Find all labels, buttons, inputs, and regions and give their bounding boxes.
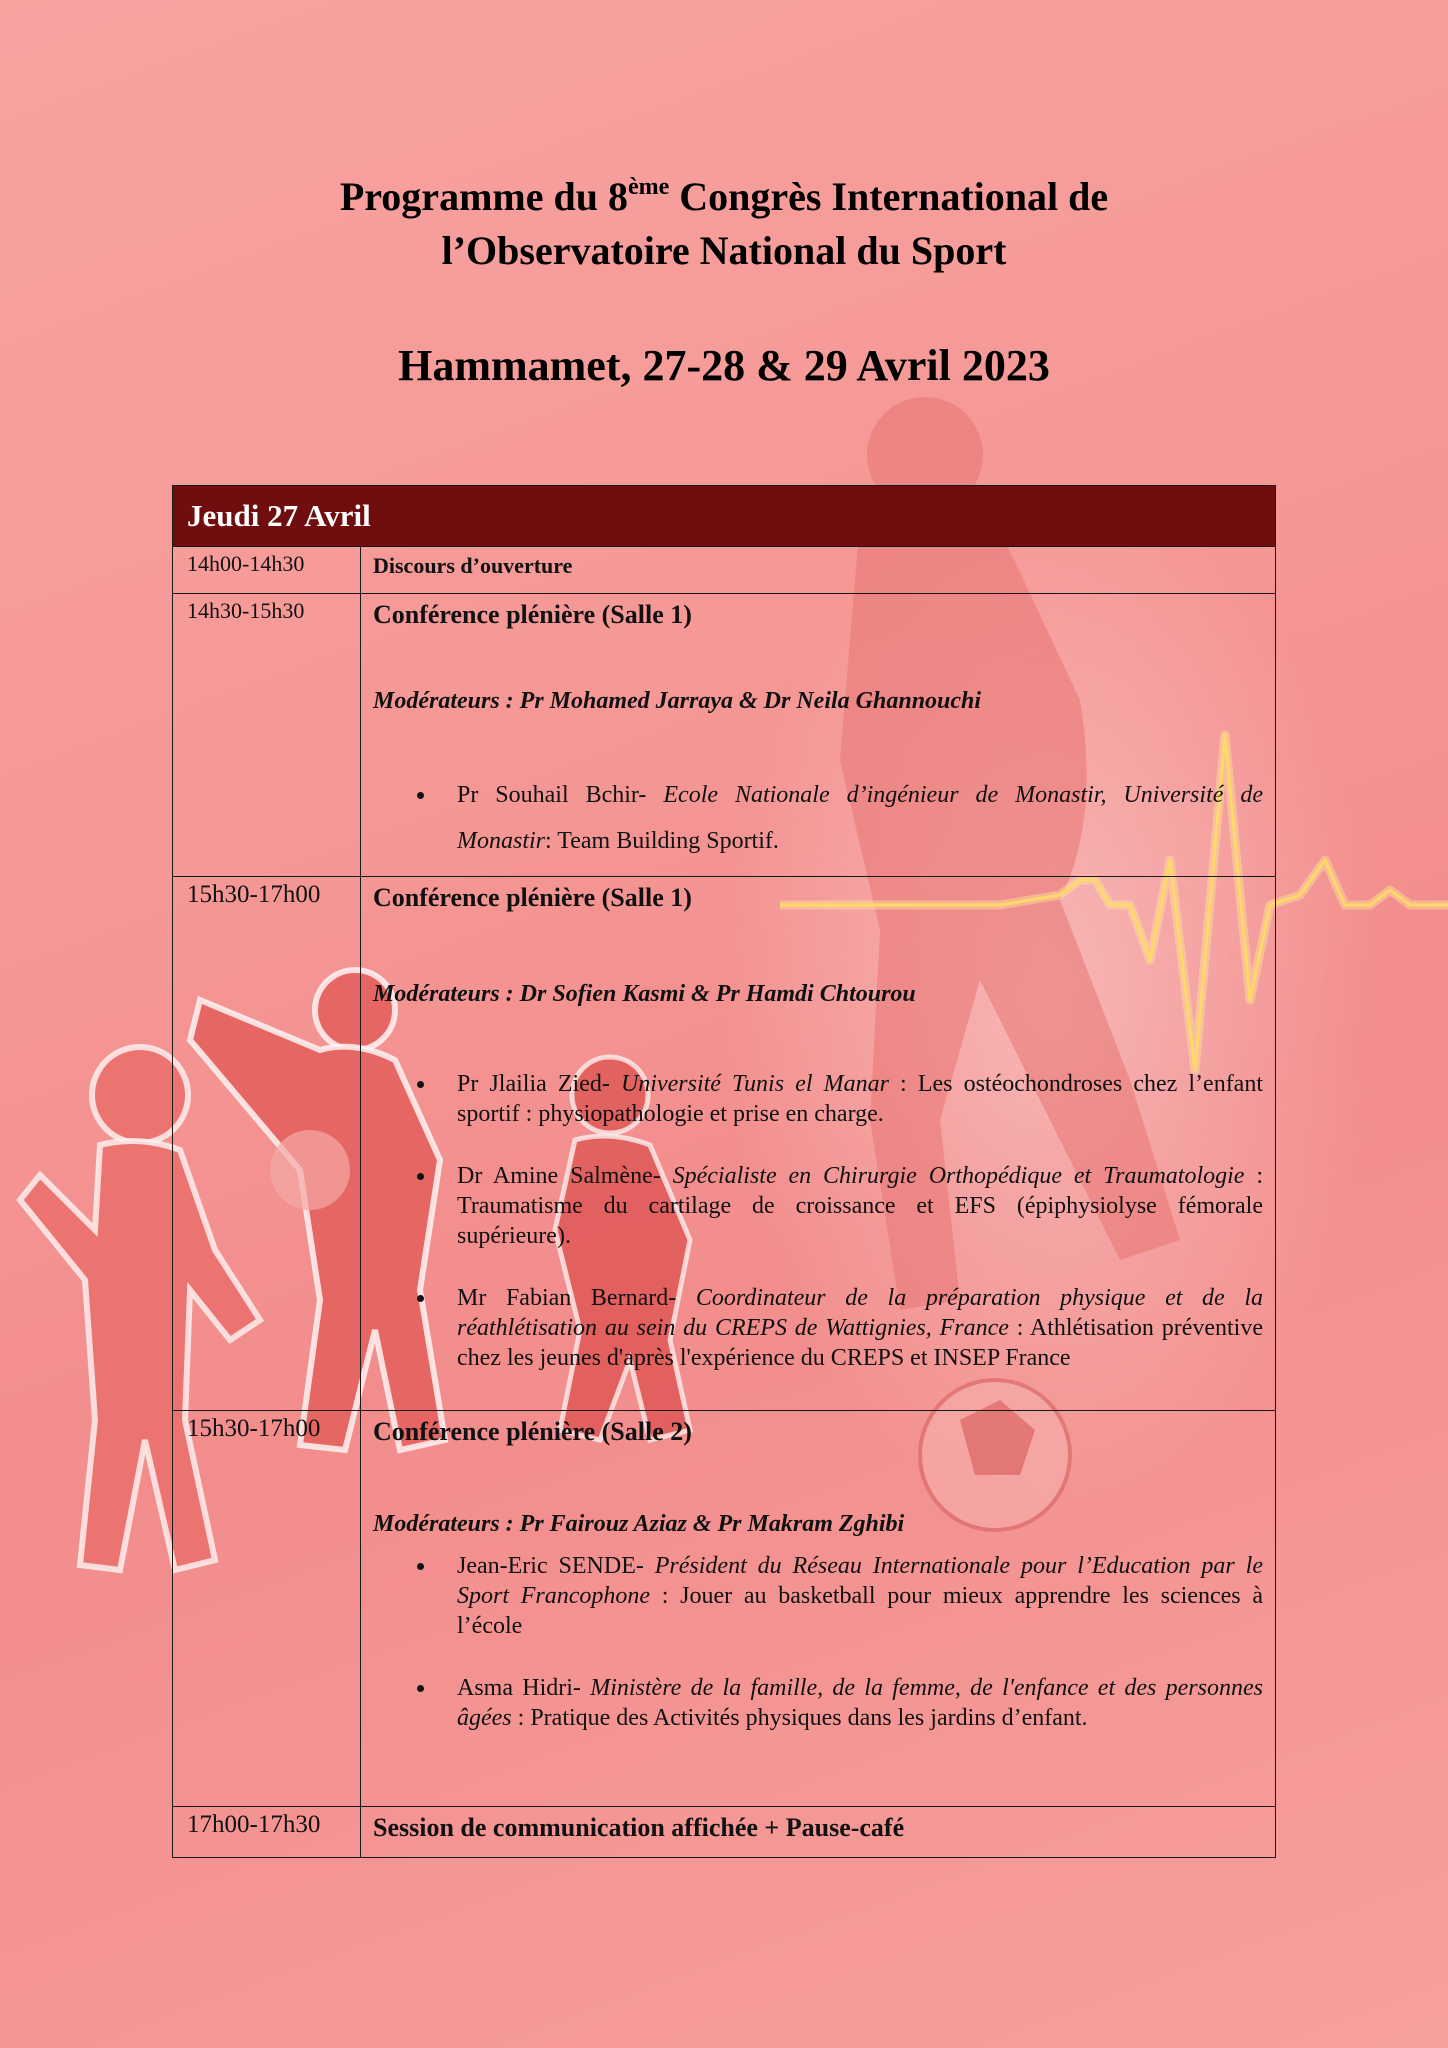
moderators: Modérateurs : Pr Mohamed Jarraya & Dr Neila Ghannouchi — [373, 688, 982, 714]
session-cell — [361, 1807, 1276, 1858]
time-cell: 15h30-17h00 — [173, 877, 361, 1411]
page-title — [0, 170, 1448, 224]
speaker-name: Mr Fabian Bernard- — [457, 1285, 696, 1311]
speaker-name: Pr Souhail Bchir- — [457, 782, 664, 808]
session-title: Session de communication affichée + Pause-café — [373, 1813, 905, 1842]
moderators: Modérateurs : Dr Sofien Kasmi & Pr Hamdi Chtourou — [373, 981, 916, 1007]
speaker-list — [373, 1551, 1263, 1733]
speaker-affiliation: Spécialiste en Chirurgie Orthopédique et Traumatologie — [672, 1163, 1245, 1189]
time-cell: 17h00-17h30 — [173, 1807, 361, 1858]
time-cell: 14h30-15h30 — [173, 594, 361, 877]
table-row — [173, 1807, 1276, 1858]
table-row — [173, 594, 1276, 877]
time-cell: 14h00-14h30 — [173, 547, 361, 594]
session-title: Discours d’ouverture — [373, 553, 573, 578]
speaker-topic: : Athlétisation préventive chez les jeunes d'après l'expérience du CREPS et INSEP France — [457, 1315, 1263, 1371]
speaker-affiliation: Ecole Nationale d’ingénieur de Monastir, Université de Monastir — [457, 782, 1263, 854]
session-cell — [361, 877, 1276, 1411]
list-item — [437, 1161, 1263, 1251]
list-item — [437, 1673, 1263, 1733]
moderators: Modérateurs : Pr Fairouz Aziaz & Pr Makram Zghibi — [373, 1511, 905, 1537]
table-row — [173, 1411, 1276, 1807]
speaker-topic: : Jouer au basketball pour mieux apprendre les sciences à l’école — [457, 1583, 1264, 1639]
title-text-cont: Congrès International de — [669, 174, 1109, 219]
list-item — [437, 1283, 1263, 1373]
speaker-affiliation: Coordinateur de la préparation physique et de la réathlétisation au sein du CREPS de Wattignies, France — [457, 1285, 1263, 1341]
session-cell — [361, 594, 1276, 877]
list-item — [437, 772, 1263, 864]
day-header: Jeudi 27 Avril — [173, 486, 1276, 547]
program-table — [172, 485, 1276, 1858]
speaker-topic: : Team Building Sportif. — [545, 828, 779, 854]
session-cell — [361, 1411, 1276, 1807]
speaker-name: Pr Jlailia Zied- — [457, 1071, 621, 1097]
time-cell: 15h30-17h00 — [173, 1411, 361, 1807]
speaker-topic: : Les ostéochondroses chez l’enfant sportif : physiopathologie et prise en charge. — [457, 1071, 1264, 1127]
document-header — [0, 170, 1448, 438]
speaker-affiliation: Président du Réseau Internationale pour l’Education par le Sport Francophone — [457, 1553, 1263, 1609]
session-title: Conférence plénière (Salle 2) — [373, 1417, 692, 1446]
speaker-topic: : Traumatisme du cartilage de croissance et EFS (épiphysiolyse fémorale supérieure). — [457, 1163, 1264, 1249]
speaker-topic: : Pratique des Activités physiques dans les jardins d’enfant. — [511, 1705, 1088, 1731]
speaker-name: Dr Amine Salmène- — [457, 1163, 673, 1189]
speaker-name: Jean-Eric SENDE- — [457, 1553, 655, 1579]
title-text: Programme du 8 — [339, 174, 628, 219]
day-header-row — [173, 486, 1276, 547]
speaker-affiliation: Ministère de la famille, de la femme, de l'enfance et des personnes âgées — [457, 1675, 1263, 1731]
session-cell — [361, 547, 1276, 594]
table-row — [173, 877, 1276, 1411]
speaker-affiliation: Université Tunis el Manar — [620, 1071, 889, 1097]
speaker-name: Asma Hidri- — [457, 1675, 591, 1701]
list-item — [437, 1069, 1263, 1129]
list-item — [437, 1551, 1263, 1641]
session-title: Conférence plénière (Salle 1) — [373, 600, 692, 629]
event-date-location: Hammamet, 27-28 & 29 Avril 2023 — [398, 341, 1050, 390]
speaker-list — [373, 772, 1263, 864]
table-row — [173, 547, 1276, 594]
session-title: Conférence plénière (Salle 1) — [373, 883, 692, 912]
speaker-list — [373, 1069, 1263, 1373]
title-superscript: ème — [627, 174, 670, 200]
page-title-line2: l’Observatoire National du Sport — [441, 228, 1007, 273]
